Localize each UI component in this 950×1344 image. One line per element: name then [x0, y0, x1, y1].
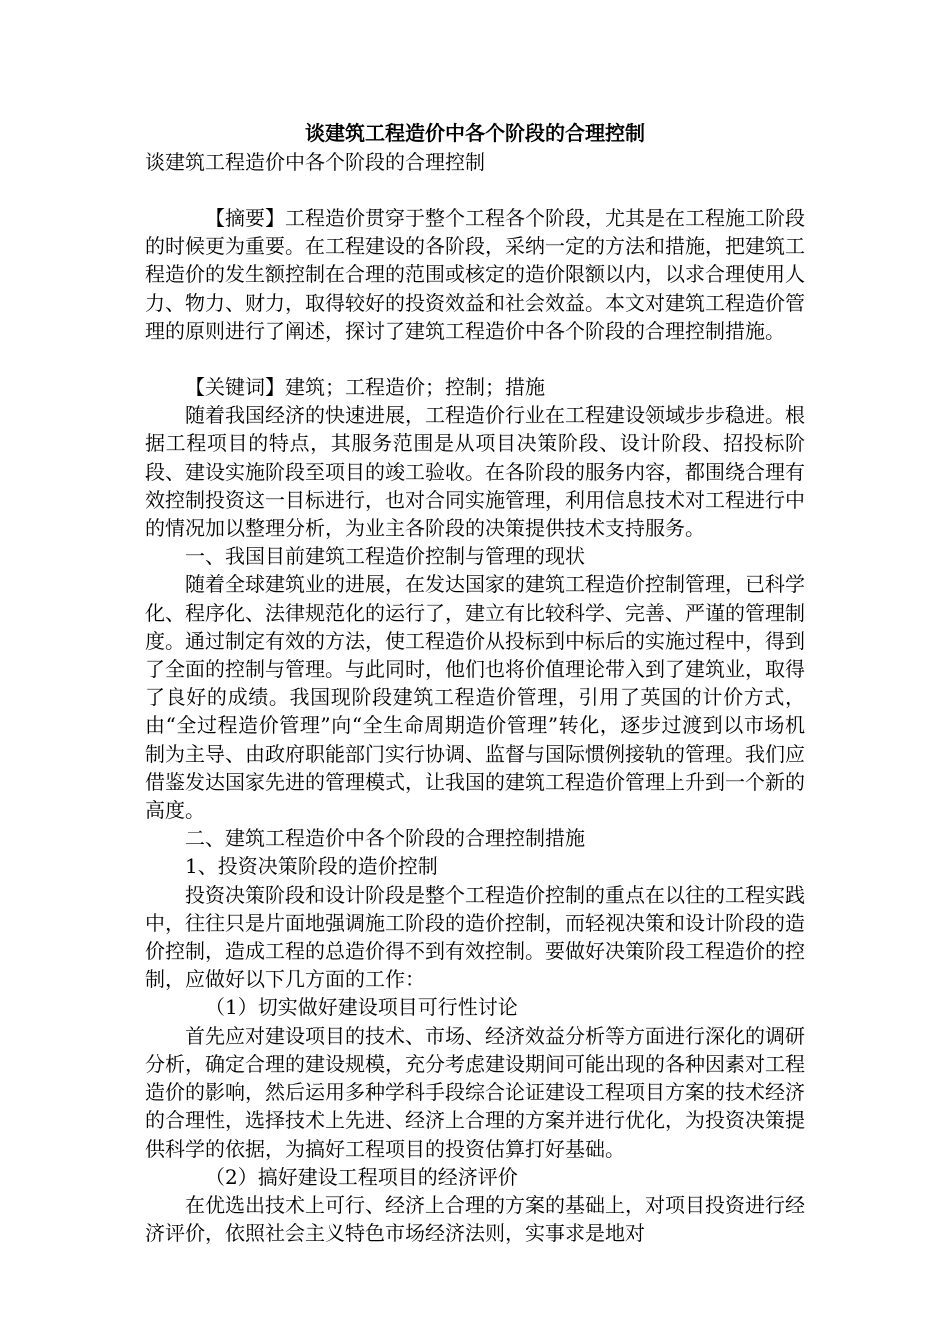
item-heading: （1）切实做好建设项目可行性讨论 — [205, 995, 518, 1020]
abstract-paragraph: 【摘要】工程造价贯穿于整个工程各个阶段，尤其是在工程施工阶段的时候更为重要。在工程建设的各阶段，采纳一定的方法和措施，把建筑工程造价的发生额控制在合理的范围或核定的造价限额以内，以求合理使用人力、物力、财力，取得较好的投资效益和社会效益。本文对建筑工程造价管理的原则进行了阐述，探讨了建筑工程造价中各个阶段的合理控制措施。 — [145, 206, 805, 343]
document-body — [145, 118, 805, 1247]
keywords-line: 【关键词】建筑；工程造价；控制；措施 — [185, 375, 545, 400]
document-title: 谈建筑工程造价中各个阶段的合理控制 — [305, 121, 645, 145]
body-paragraph: 投资决策阶段和设计阶段是整个工程造价控制的重点在以往的工程实践中，往往只是片面地强调施工阶段的造价控制，而轻视决策和设计阶段的造价控制，造成工程的总造价得不到有效控制。要做好决策阶段工程造价的控制，应做好以下几方面的工作： — [145, 882, 805, 992]
blank-line — [145, 176, 805, 204]
body-paragraph: 随着全球建筑业的进展，在发达国家的建筑工程造价控制管理，已科学化、程序化、法律规范化的运行了，建立有比较科学、完善、严谨的管理制度。通过制定有效的方法，使工程造价从投标到中标后的实施过程中，得到了全面的控制与管理。与此同时，他们也将价值理论带入到了建筑业，取得了良好的成绩。我国现阶段建筑工程造价管理，引用了英国的计价方式，由“全过程造价管理”向“全生命周期造价管理”转化，逐步过渡到以市场机制为主导、由政府职能部门实行协调、监督与国际惯例接轨的管理。我们应借鉴发达国家先进的管理模式，让我国的建筑工程造价管理上升到一个新的高度。 — [145, 572, 805, 823]
item-heading: （2）搞好建设工程项目的经济评价 — [205, 1164, 518, 1189]
blank-line — [145, 345, 805, 373]
body-paragraph: 随着我国经济的快速进展，工程造价行业在工程建设领域步步稳进。根据工程项目的特点，其服务范围是从项目决策阶段、设计阶段、招投标阶段、建设实施阶段至项目的竣工验收。在各阶段的服务内容，都围绕合理有效控制投资这一目标进行，也对合同实施管理，利用信息技术对工程进行中的情况加以整理分析，为业主各阶段的决策提供技术支持服务。 — [145, 403, 805, 541]
body-paragraph: 在优选出技术上可行、经济上合理的方案的基础上，对项目投资进行经济评价，依照社会主义特色市场经济法则，实事求是地对 — [145, 1192, 805, 1246]
subsection-heading: 1、投资决策阶段的造价控制 — [185, 854, 438, 879]
section-heading: 一、我国目前建筑工程造价控制与管理的现状 — [185, 544, 585, 569]
document-subtitle: 谈建筑工程造价中各个阶段的合理控制 — [145, 150, 485, 174]
section-heading: 二、建筑工程造价中各个阶段的合理控制措施 — [185, 826, 585, 851]
body-paragraph: 首先应对建设项目的技术、市场、经济效益分析等方面进行深化的调研分析，确定合理的建设规模，充分考虑建设期间可能出现的各种因素对工程造价的影响，然后运用多种学科手段综合论证建设工程项目方案的技术经济的合理性，选择技术上先进、经济上合理的方案并进行优化，为投资决策提供科学的依据，为搞好工程项目的投资估算打好基础。 — [145, 1023, 805, 1161]
